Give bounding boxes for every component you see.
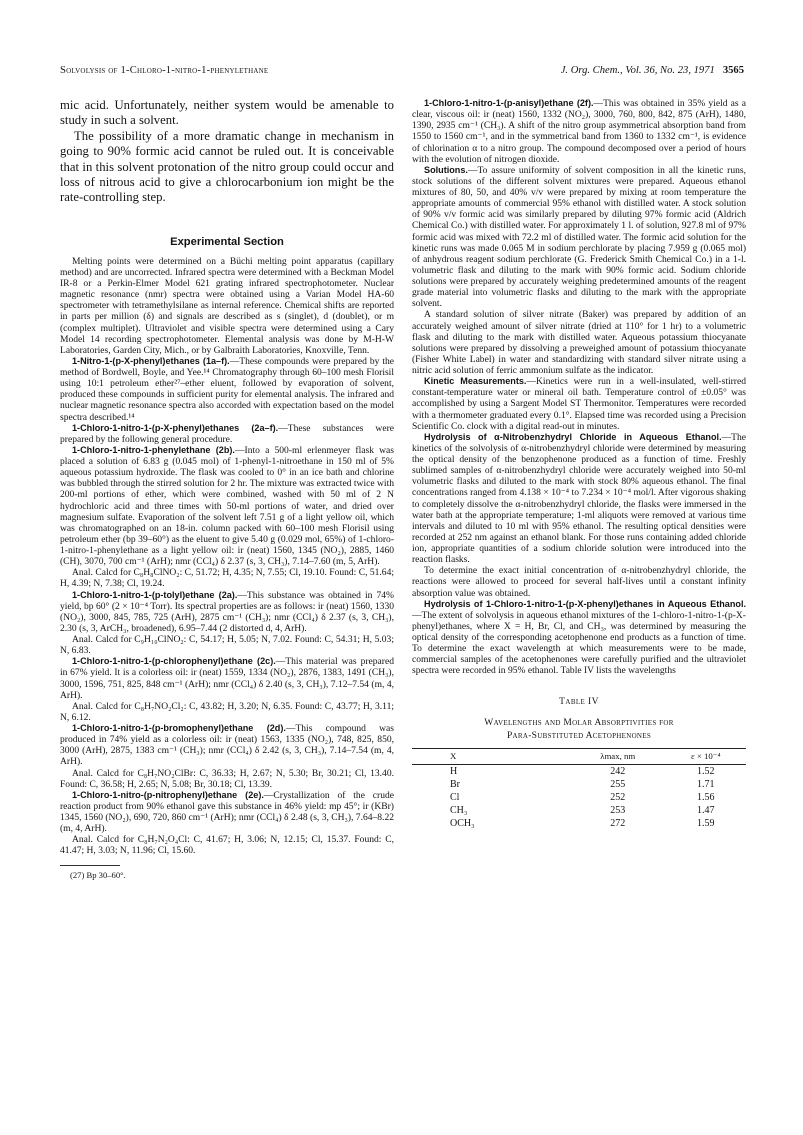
- analysis-2c: Anal. Calcd for C₈H₇NO₂Cl₂: C, 43.82; H, 3.20; N, 6.35. Found: C, 43.77; H, 3.11; N, 6.12.: [60, 700, 394, 723]
- right-column: [412, 98, 746, 831]
- compound-2b-paragraph: 1-Chloro-1-nitro-1-phenylethane (2b).—Into a 500-ml erlenmeyer flask was placed a solution of 6.83 g (0.045 mol) of 1-phenyl-1-nitroethane in 150 ml of 5% aqueous potassium hydroxide. The flask was cooled to 0° in an ice bath and chlorine was bubbled through the stirred solution for 2 hr. The mixture was extracted twice with 200-ml portions of ether, which were combined, washed with 50 ml of 2 N hydrochloric acid and three times with 50-ml portions of water, and dried over magnesium sulfate. Evaporation of the solvent left 7.51 g of a light yellow oil, which was chromatographed on an 18-in. column packed with 60–100 mesh Florisil using petroleum ether (bp 39–60°) as the eluent to give 5.40 g (0.029 mol, 65%) of 1-chloro-1-nitro-1-phenylethane as a light yellow oil: ir (neat) 1560, 1345 (NO₂), 2885, 1460 (CH), 3070, 700 cm⁻¹ (ArH); nmr (CCl₄) δ 2.37 (s, 3, CH₃), 7.14–7.60 (m, 5, ArH).: [60, 444, 395, 568]
- cell-epsilon: 1.71: [696, 778, 715, 790]
- table-row: [412, 764, 746, 778]
- table-iv: [412, 697, 746, 831]
- section-title: Experimental Section: [170, 235, 284, 248]
- hydrolysis-ethanes-paragraph: Hydrolysis of 1-Chloro-1-nitro-1-(p-X-phenyl)ethanes in Aqueous Ethanol.—The extent of solvolysis in aqueous ethanol mixtures of the 1-chloro-1-nitro-1-(p-X-phenyl)ethanes, where X = H, Br, Cl, and CH₃, was determined by measuring the optical density of the corresponding acetophenone end products as a function of time. To determine the exact wavelength at which measurements were to be made, commercial samples of the acetophenones were carefully purified and the ultraviolet spectra were recorded in 95% ethanol. Table IV lists the wavelengths: [412, 598, 746, 677]
- cell-substituent: H: [450, 765, 458, 777]
- footnote: (27) Bp 30–60°.: [70, 869, 126, 880]
- absorptivity-table: [412, 750, 746, 831]
- table-row: [412, 817, 746, 830]
- initial-concentration-paragraph: To determine the exact initial concentration of α-nitrobenzhydryl chloride, the reactions were allowed to proceed for several half-lives until a constant infinity absorption value was obtained.: [412, 565, 746, 599]
- cell-substituent: OCH₃: [450, 818, 475, 830]
- analysis-2b: Anal. Calcd for C₈H₈ClNO₂: C, 51.72; H, 4.35; N, 7.55; Cl, 19.10. Found: C, 51.64; H, 4.39; N, 7.38; Cl, 19.24.: [60, 567, 394, 590]
- analysis-2e: Anal. Calcd for C₈H₇N₂O₄Cl: C, 41.67; H, 3.06; N, 12.15; Cl, 15.37. Found: C, 41.47; H, 3.03; N, 11.96; Cl, 15.60.: [60, 834, 394, 857]
- compound-2e-paragraph: 1-Chloro-1-nitro-(p-nitrophenyl)ethane (2e).—Crystallization of the crude reaction product from 90% ethanol gave this substance in 46% yield: mp 45°; ir (KBr) 1345, 1560 (NO₂), 690, 720, 860 cm⁻¹ (ArH); nmr (CCl₄) δ 2.48 (s, 3, CH₃), 7.64–8.22 (m, 4, ArH).: [60, 789, 394, 835]
- paragraph-heading: 1-Chloro-1-nitro-1-(p-chlorophenyl)ethane (2c).: [72, 656, 276, 667]
- table-caption-line-2: Para-Substituted Acetophenones: [506, 730, 652, 741]
- running-header: [60, 63, 744, 79]
- intro-paragraph-2: The possibility of a more dramatic change in mechanism in going to 90% formic acid cannot be ruled out. It is conceivable that in this solvent protonation of the nitro group could occur and loss of nitrous acid to give a chlorocarbonium ion might be the rate-controlling step.: [60, 128, 394, 205]
- left-column: [60, 98, 394, 881]
- table-row: [412, 778, 746, 791]
- column-header-lambda: λmax, nm: [600, 751, 636, 761]
- table-row: [412, 791, 746, 804]
- table-caption-line-1: Wavelengths and Molar Absorptivities for: [484, 717, 674, 728]
- paragraph-heading: 1-Chloro-1-nitro-1-(p-tolyl)ethane (2a).: [72, 589, 238, 600]
- journal-name: J. Org. Chem., Vol. 36, No. 23, 1971: [560, 65, 715, 76]
- cell-lambda: 242: [610, 765, 626, 777]
- paragraph-heading: 1-Chloro-1-nitro-1-(p-bromophenyl)ethane (2d).: [72, 723, 286, 734]
- paragraph-heading: Solutions.: [424, 164, 468, 175]
- compound-2f-paragraph: 1-Chloro-1-nitro-1-(p-anisyl)ethane (2f).—This was obtained in 35% yield as a clear, viscous oil: ir (neat) 1560, 1332 (NO₂), 3000, 760, 800, 842, 875 (ArH), 1480, 1390, 2935 cm⁻¹ (CH₃). A shift of the nitro group asymmetrical absorption band from 1550 to 1560 cm⁻¹, and in the symmetrical band from 1360 to 1332 cm⁻¹, is evidence of chlorination α to a nitro group. The compound decomposed over a period of hours with the evolution of nitrogen dioxide.: [412, 98, 746, 165]
- cell-epsilon: 1.56: [696, 791, 715, 803]
- cell-lambda: 253: [610, 805, 626, 817]
- table-header-row: [412, 750, 746, 765]
- cell-substituent: Br: [450, 778, 460, 790]
- analysis-2a: Anal. Calcd for C₉H₁₀ClNO₂: C, 54.17; H, 5.05; N, 7.02. Found: C, 54.31; H, 5.03; N, 6.83.: [60, 634, 394, 657]
- footnote-rule: [60, 865, 120, 866]
- cell-lambda: 255: [610, 778, 626, 790]
- cell-lambda: 252: [610, 791, 626, 803]
- solutions-paragraph: Solutions.—To assure uniformity of solvent composition in all the kinetic runs, stock solutions of the different solvent mixtures were prepared. Aqueous ethanol mixtures of 80, 50, and 40% v/v were prepared by mixing at room temperature the appropriate amounts of commercial 95% ethanol with distilled water. A stock solution of 90% v/v formic acid was similarly prepared by diluting 97% formic acid (Aldrich Chemical Co.) with distilled water. For approximately 1 l. of solution, 927.8 ml of 97% formic acid was mixed with 72.2 ml of distilled water. The formic acid solution for the kinetic runs was made 0.065 M in sodium perchlorate by placing 7.959 g (0.065 mol) of anhydrous reagent sodium perchlorate (G. Frederick Smith Chemical Co.) in a 1-l. volumetric flask and diluting to the mark with 90% formic acid. Sodium chloride solutions were prepared by accurately weighing predetermined amounts of the reagent grade material into volumetric flasks and diluting to the mark with the appropriate solvent.: [412, 164, 746, 310]
- analysis-2d: Anal. Calcd for C₈H₇NO₂ClBr: C, 36.33; H, 2.67; N, 5.30; Br, 30.21; Cl, 13.40. Found: C, 36.58; H, 2.65; N, 5.08; Br, 30.18; Cl, 13.39.: [60, 767, 394, 790]
- compound-2a-paragraph: 1-Chloro-1-nitro-1-(p-tolyl)ethane (2a).—This substance was obtained in 74% yield, bp 60° (2 × 10⁻⁴ Torr). Its spectral properties are as follows: ir (neat) 1560, 1330 (NO₂), 3000, 845, 785, 725 (ArH), 2875 cm⁻¹ (CH₃); nmr (CCl₄) δ 2.37 (s, 3, CH₃), 2.30 (s, 3, ArCH₃, broadened), 6.95–7.44 (2 distorted d, 4, ArH).: [60, 589, 395, 634]
- cell-epsilon: 1.47: [696, 805, 715, 817]
- running-title: Solvolysis of 1-Chloro-1-nitro-1-phenylethane: [60, 65, 269, 76]
- column-header-x: X: [450, 751, 457, 761]
- table-row: [412, 804, 746, 817]
- paragraph-heading: Hydrolysis of 1-Chloro-1-nitro-1-(p-X-phenyl)ethanes in Aqueous Ethanol.: [424, 598, 746, 609]
- compound-2d-paragraph: 1-Chloro-1-nitro-1-(p-bromophenyl)ethane (2d).—This compound was produced in 74% yield as a colorless oil: ir (neat) 1563, 1335 (NO₂), 748, 825, 850, 3000 (ArH), 2875, 1383 cm⁻¹ (CH₃); nmr (CCl₄) δ 2.42 (s, 3, CH₃), 7.14–7.54 (m, 4, ArH).: [60, 723, 394, 768]
- paragraph-heading: 1-Chloro-1-nitro-1-phenylethane (2b).: [72, 444, 235, 455]
- table-number: Table IV: [559, 696, 599, 707]
- cell-substituent: Cl: [450, 791, 460, 803]
- chloronitroethanes-paragraph: 1-Chloro-1-nitro-1-(p-X-phenyl)ethanes (2a–f).—These substances were prepared by the following general procedure.: [60, 422, 394, 445]
- paragraph-heading: 1-Nitro-1-(p-X-phenyl)ethanes (1a–f).: [72, 355, 230, 366]
- journal-citation: [561, 63, 744, 79]
- column-header-epsilon: ε × 10⁻⁴: [690, 750, 721, 761]
- paragraph-heading: Hydrolysis of α-Nitrobenzhydryl Chloride in Aqueous Ethanol.: [424, 431, 722, 442]
- hydrolysis-benzhydryl-paragraph: Hydrolysis of α-Nitrobenzhydryl Chloride in Aqueous Ethanol.—The kinetics of the solvolysis of α-nitrobenzhydryl chloride were determined by measuring the optical density of the benzophenone produced as a function of time. Freshly sublimed samples of α-nitrobenzhydryl chloride were accurately weighed into 50-ml volumetric flasks and diluted to the mark with stock 80% aqueous ethanol. The final concentrations ranged from 4.138 × 10⁻⁴ to 7.234 × 10⁻⁴ mol/l. After vigorous shaking to completely dissolve the α-nitrobenzhydryl chloride, the flasks were immersed in the water bath at the appropriate temperature; 1-ml aliquots were removed at various time intervals and diluted to 10 ml with 95% ethanol. The resulting optical densities were recorded at 252 nm against an ethanol blank. For those runs containing added chloride ion, appropriate quantities of a sodium chloride solution were introduced into the reaction flasks.: [412, 431, 746, 566]
- methods-paragraph: Melting points were determined on a Büchi melting point apparatus (capillary method) and are uncorrected. Infrared spectra were determined with a Beckman Model IR-8 or a Perkin-Elmer Model 621 grating infrared spectrophotometer. Nuclear magnetic resonance (nmr) spectra were obtained using a Varian Model HA-60 spectrometer with tetramethylsilane as internal reference. Chemical shifts are reported in parts per million (δ) and signals are described as s (singlet), d (doublet), or m (complex multiplet). Ultraviolet and visible spectra were determined using a Cary Model 14 recording spectrophotometer. Elemental analysis was done by M-H-W Laboratories, Garden City, Mich., or by Galbraith Laboratories, Knoxville, Tenn.: [60, 255, 394, 356]
- compound-2c-paragraph: 1-Chloro-1-nitro-1-(p-chlorophenyl)ethane (2c).—This material was prepared in 67% yield. It is a colorless oil: ir (neat) 1559, 1334 (NO₂), 2876, 1383, 1491 (CH₃), 3000, 1596, 751, 825, 848 cm⁻¹ (ArH); nmr (CCl₄) δ 2.40 (s, 3, CH₃), 7.12–7.54 (m, 4, ArH).: [60, 656, 394, 701]
- cell-lambda: 272: [610, 818, 626, 830]
- nitroethanes-paragraph: 1-Nitro-1-(p-X-phenyl)ethanes (1a–f).—These compounds were prepared by the method of Bordwell, Boyle, and Yee.¹⁴ Chromatography through 60–100 mesh Florisil using 10:1 petroleum ether²⁷–ether eluent, followed by evaporation of solvent, produced these compounds in sufficient purity for elemental analysis. The infrared and nuclear magnetic resonance spectra also accorded with expectation based on the model spectra described.¹⁴: [60, 355, 394, 423]
- page-number: 3565: [722, 65, 744, 76]
- silver-nitrate-paragraph: A standard solution of silver nitrate (Baker) was prepared by addition of an accurately weighed amount of silver nitrate (dried at 110° for 1 hr) to a volumetric flask and diluting to the mark with distilled water. Aqueous potassium thiocyanate solutions were prepared by dissolving a preweighed amount of potassium thiocyanate (Fisher White Label) in water and standardizing with standard silver nitrate using a nitric acid solution of ferric ammonium sulfate as the indicator.: [412, 309, 746, 376]
- cell-epsilon: 1.59: [696, 818, 715, 830]
- cell-substituent: CH₃: [450, 805, 468, 817]
- paragraph-heading: Kinetic Measurements.: [424, 376, 527, 387]
- intro-paragraph-1: mic acid. Unfortunately, neither system would be amenable to study in such a solvent.: [60, 98, 394, 128]
- paragraph-heading: 1-Chloro-1-nitro-(p-nitrophenyl)ethane (2e).: [72, 789, 264, 800]
- paragraph-heading: 1-Chloro-1-nitro-1-(p-anisyl)ethane (2f).: [424, 98, 594, 108]
- kinetic-measurements-paragraph: Kinetic Measurements.—Kinetics were run in a well-insulated, well-stirred constant-temperature water or mineral oil bath. Temperature control of ±0.05° was accomplished by using a Sargent Model ST Thermonitor. Temperatures were recorded with a thermometer graduated every 0.1°. Elapsed time was recorded using a Precision Scientific Co. clock with a digital read-out in minutes.: [412, 376, 746, 432]
- table-top-rule: [412, 748, 746, 749]
- paragraph-heading: 1-Chloro-1-nitro-1-(p-X-phenyl)ethanes (2a–f).: [72, 422, 279, 433]
- cell-epsilon: 1.52: [696, 765, 715, 777]
